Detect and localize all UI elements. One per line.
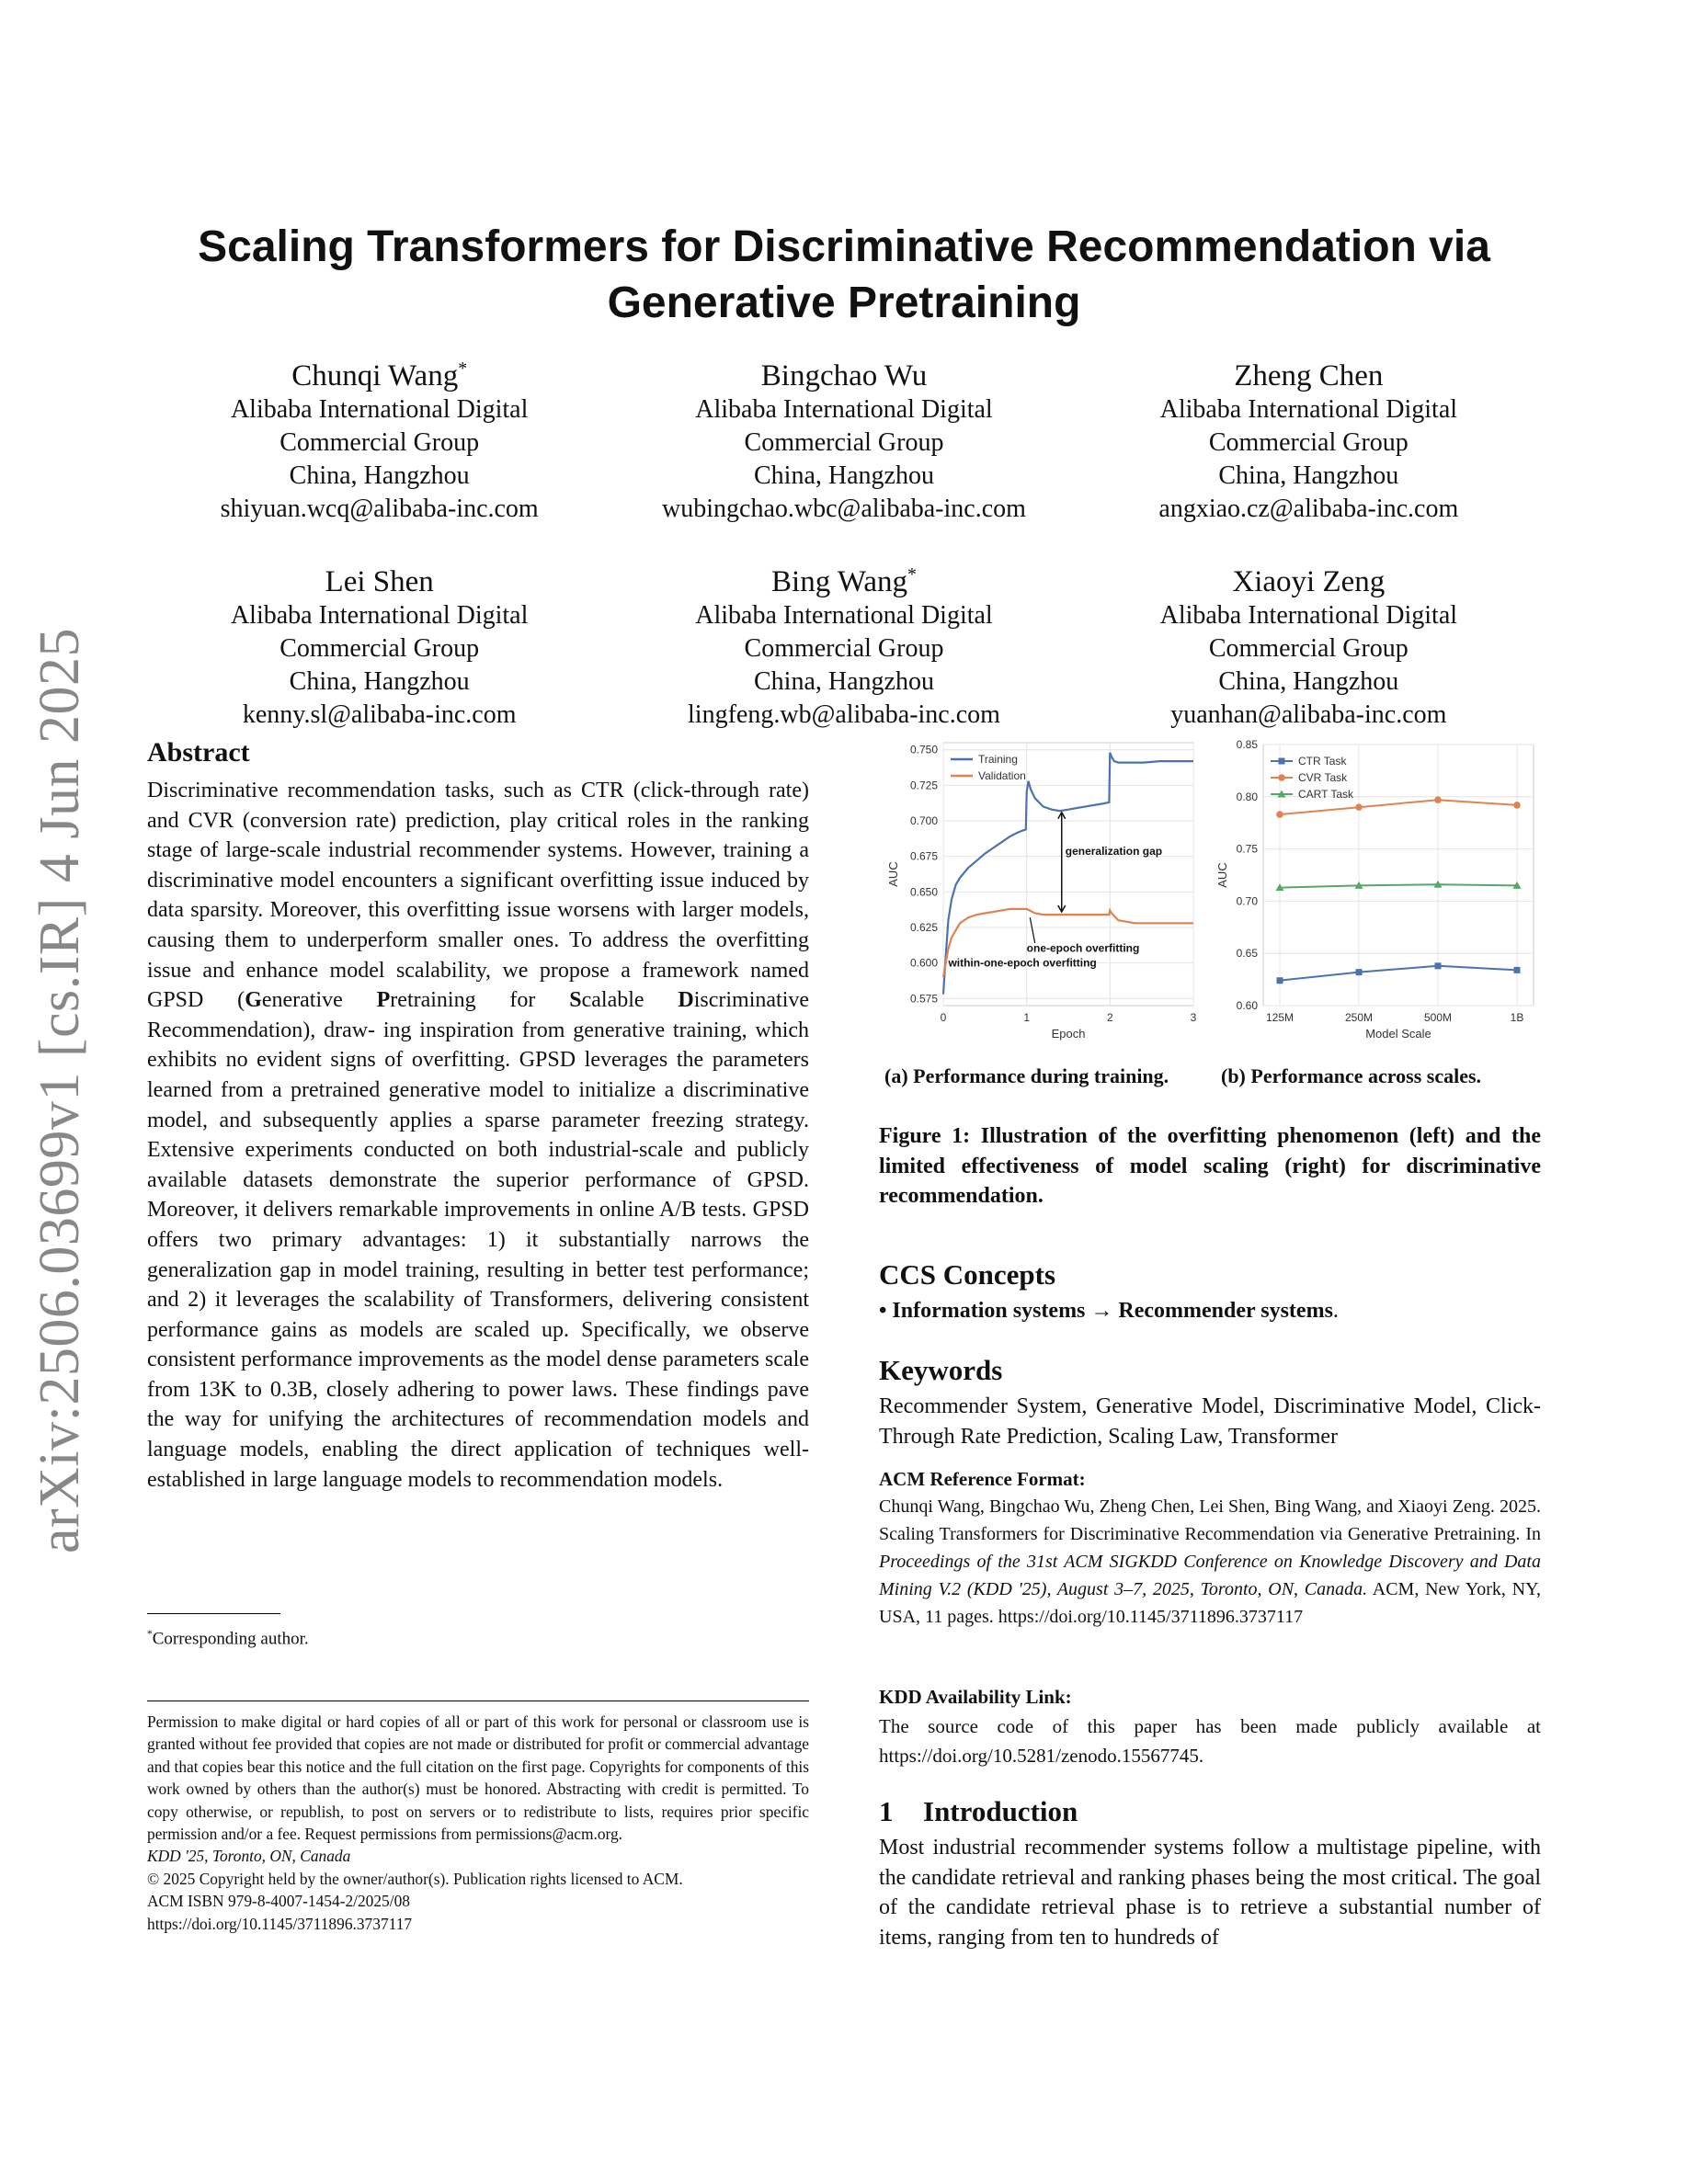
author-card — [147, 557, 611, 732]
y-axis-label: AUC — [886, 861, 900, 887]
paper-title — [147, 219, 1541, 331]
chart-scales — [1212, 734, 1543, 1074]
data-point — [1355, 803, 1363, 811]
legend-marker — [1278, 774, 1285, 781]
x-tick-label: 2 — [1106, 1011, 1113, 1024]
ccs-heading: CCS Concepts — [879, 1258, 1056, 1291]
author-name: Chunqi Wang* — [291, 358, 468, 392]
title-line-1: Scaling Transformers for Discriminative Recommendation via — [198, 222, 1490, 271]
footnote: *Corresponding author. — [147, 1613, 809, 1650]
x-axis-label: Epoch — [1051, 1027, 1086, 1041]
author-location: China, Hangzhou — [289, 667, 470, 696]
x-tick-label: 0 — [940, 1011, 947, 1024]
author-card — [611, 351, 1076, 526]
x-tick-label: 3 — [1190, 1011, 1197, 1024]
x-tick-label: 125M — [1265, 1011, 1295, 1024]
y-tick-label: 0.725 — [909, 779, 938, 792]
introduction-section — [879, 1794, 1541, 1952]
author-email[interactable]: wubingchao.wbc@alibaba-inc.com — [662, 495, 1026, 523]
author-affiliation: Commercial Group — [1208, 428, 1409, 457]
legend-label: Training — [978, 753, 1018, 766]
y-tick-label: 0.80 — [1236, 790, 1258, 803]
y-tick-label: 0.625 — [909, 920, 938, 934]
x-tick-label: 1B — [1510, 1011, 1524, 1024]
annotation-label: within-one-epoch overfitting — [948, 956, 1097, 970]
author-affiliation: Commercial Group — [744, 428, 944, 457]
author-card — [1077, 557, 1541, 732]
acm-reference-heading: ACM Reference Format: — [879, 1468, 1086, 1490]
author-location: China, Hangzhou — [754, 461, 934, 490]
x-axis-label: Model Scale — [1365, 1027, 1431, 1041]
data-point — [1276, 811, 1283, 818]
y-tick-label: 0.675 — [909, 849, 938, 863]
footnote-rule — [147, 1613, 280, 1614]
legend-label: CART Task — [1298, 788, 1354, 801]
author-location: China, Hangzhou — [1218, 461, 1399, 490]
abstract-section — [147, 735, 809, 1495]
ccs-concepts: • Information systems → Recommender systems. — [879, 1299, 1339, 1323]
author-email[interactable]: angxiao.cz@alibaba-inc.com — [1158, 495, 1459, 523]
y-tick-label: 0.75 — [1236, 842, 1258, 856]
permission-block — [147, 1701, 809, 1935]
legend-label: CVR Task — [1298, 771, 1348, 784]
subcaption-b: (b) Performance across scales. — [1221, 1064, 1482, 1087]
author-email[interactable]: lingfeng.wb@alibaba-inc.com — [688, 700, 1000, 729]
chart-training — [879, 734, 1210, 1074]
author-name: Xiaoyi Zeng — [1232, 565, 1386, 598]
kdd-availability — [879, 1682, 1541, 1770]
subcaption-a: (a) Performance during training. — [884, 1064, 1169, 1087]
y-tick-label: 0.60 — [1236, 999, 1258, 1012]
x-tick-label: 500M — [1423, 1011, 1453, 1024]
author-email[interactable]: shiyuan.wcq@alibaba-inc.com — [220, 495, 539, 523]
author-affiliation: Commercial Group — [279, 428, 480, 457]
legend-label: Validation — [978, 769, 1026, 782]
data-point — [1434, 796, 1442, 803]
kdd-heading: KDD Availability Link: — [879, 1686, 1072, 1708]
data-point — [1514, 967, 1521, 973]
x-tick-label: 1 — [1023, 1011, 1031, 1024]
y-tick-label: 0.85 — [1236, 738, 1258, 751]
author-affiliation: Alibaba International Digital — [695, 601, 993, 630]
author-affiliation: Commercial Group — [279, 634, 480, 663]
author-email[interactable]: yuanhan@alibaba-inc.com — [1170, 700, 1447, 729]
author-name: Zheng Chen — [1234, 359, 1384, 392]
y-tick-label: 0.700 — [909, 814, 938, 828]
author-affiliation: Alibaba International Digital — [695, 395, 993, 424]
kdd-text: The source code of this paper has been made publicly available at https://doi.org/10.5281/zenodo.15567745. — [879, 1715, 1541, 1767]
annotation-label: one-epoch overfitting — [1026, 941, 1140, 955]
keywords-heading: Keywords — [879, 1354, 1003, 1386]
y-tick-label: 0.750 — [909, 743, 938, 756]
annotation-label: generalization gap — [1065, 845, 1163, 859]
author-location: China, Hangzhou — [1218, 667, 1399, 696]
ccs-section — [879, 1257, 1541, 1325]
author-location: China, Hangzhou — [754, 667, 934, 696]
y-tick-label: 0.70 — [1236, 894, 1258, 908]
author-card — [1077, 351, 1541, 526]
isbn: ACM ISBN 979-8-4007-1454-2/2025/08 — [147, 1892, 410, 1911]
arxiv-stamp: arXiv:2506.03699v1 [cs.IR] 4 Jun 2025 — [29, 628, 91, 1553]
legend-marker — [1279, 758, 1285, 765]
y-tick-label: 0.600 — [909, 956, 938, 970]
x-tick-label: 250M — [1344, 1011, 1374, 1024]
permission-text: Permission to make digital or hard copies of all or part of this work for personal or classroom use is granted without fee provided that copies are not made or distributed for profit or commercial advantage and that copies bear this notice and the full citation on the first page. Copyrights for components of this work owned by others than the author(s) must be honored. Abstracting with credit is permitted. To copy otherwise, or republish, to post on servers or to redistribute to lists, requires prior specific permission and/or a fee. Request permissions from permissions@acm.org. — [147, 1712, 810, 1844]
y-tick-label: 0.65 — [1236, 947, 1258, 961]
acm-reference — [879, 1465, 1541, 1631]
copyright: © 2025 Copyright held by the owner/author(s). Publication rights licensed to ACM. — [147, 1869, 683, 1888]
author-email[interactable]: kenny.sl@alibaba-inc.com — [242, 700, 517, 729]
acm-reference-text: Chunqi Wang, Bingchao Wu, Zheng Chen, Lei Shen, Bing Wang, and Xiaoyi Zeng. 2025. Scaling Transformers for Discriminative Recommendation via Generative Pretraining. In Proceedings of the 31st ACM SIGKDD Conference on Knowledge Discovery and Data Mining V.2 (KDD '25), August 3–7, 2025, Toronto, ON, Canada. ACM, New York, NY, USA, 11 pages. https://doi.org/10.1145/3711896.3737117 — [879, 1496, 1541, 1627]
author-affiliation: Commercial Group — [1208, 634, 1409, 663]
data-point — [1277, 977, 1283, 984]
author-affiliation: Alibaba International Digital — [230, 601, 529, 630]
title-line-2: Generative Pretraining — [607, 279, 1081, 327]
y-tick-label: 0.650 — [909, 885, 938, 899]
abstract-heading: Abstract — [147, 737, 250, 768]
intro-text: Most industrial recommender systems follow a multistage pipeline, with the candidate retrieval and ranking phases being the most critical. The goal of the candidate retrieval phase is to retrieve a substantial number of items, ranging from ten to hundreds of — [879, 1836, 1541, 1950]
corresponding-mark: * — [907, 564, 917, 585]
author-affiliation: Alibaba International Digital — [230, 395, 529, 424]
author-card — [611, 557, 1076, 732]
author-block — [147, 351, 1541, 732]
data-point — [1356, 969, 1363, 975]
author-name: Bingchao Wu — [760, 359, 928, 392]
figure-caption: Figure 1: Illustration of the overfitting phenomenon (left) and the limited effectiveness of model scaling (right) for discriminative recommendation. — [879, 1124, 1541, 1209]
author-affiliation: Commercial Group — [744, 634, 944, 663]
author-card — [147, 351, 611, 526]
author-location: China, Hangzhou — [289, 461, 470, 490]
corresponding-mark: * — [458, 358, 468, 379]
y-tick-label: 0.575 — [909, 992, 938, 1006]
y-axis-label: AUC — [1215, 862, 1229, 888]
venue: KDD '25, Toronto, ON, Canada — [147, 1847, 351, 1866]
author-affiliation: Alibaba International Digital — [1159, 601, 1458, 630]
author-name: Bing Wang* — [771, 564, 917, 598]
intro-heading: 1 Introduction — [879, 1795, 1078, 1827]
doi-link[interactable]: https://doi.org/10.1145/3711896.3737117 — [147, 1914, 413, 1933]
keywords-section — [879, 1353, 1541, 1451]
abstract-text: Discriminative recommendation tasks, such as CTR (click-through rate) and CVR (conversion rate) prediction, play critical roles in the ranking stage of large-scale industrial recommender systems. However, training a discriminative model encounters a significant overfitting issue induced by data sparsity. Moreover, this overfitting issue worsens with larger models, causing them to underperform smaller ones. To address the overfitting issue and enhance model scalability, we propose a framework named GPSD (Generative Pretraining for Scalable Discriminative Recommendation), draw- ing inspiration from generative training, which exhibits no evident signs of overfitting. GPSD leverages the parameters learned from a pretrained generative model to initialize a discriminative model, and subsequently applies a sparse parameter freezing strategy. Extensive experiments conducted on both industrial-scale and publicly available datasets demonstrate the superior performance of GPSD. Moreover, it delivers remarkable improvements in online A/B tests. GPSD offers two primary advantages: 1) it substantially narrows the generalization gap in model training, resulting in better test performance; and 2) it leverages the scalability of Transformers, delivering consistent performance gains as models are scaled up. Specifically, we observe consistent performance improvements as the model dense parameters scale from 13K to 0.3B, closely adhering to power laws. These findings pave the way for unifying the architectures of recommendation models and language models, enabling the direct application of techniques well-established in large language models to recommendation models. — [147, 779, 810, 1492]
author-name: Lei Shen — [325, 565, 434, 598]
data-point — [1513, 802, 1521, 809]
legend-label: CTR Task — [1298, 755, 1347, 768]
author-affiliation: Alibaba International Digital — [1159, 395, 1458, 424]
figure-1 — [879, 734, 1541, 1074]
data-point — [1435, 962, 1442, 969]
keywords-text: Recommender System, Generative Model, Discriminative Model, Click-Through Rate Prediction, Scaling Law, Transformer — [879, 1394, 1541, 1449]
